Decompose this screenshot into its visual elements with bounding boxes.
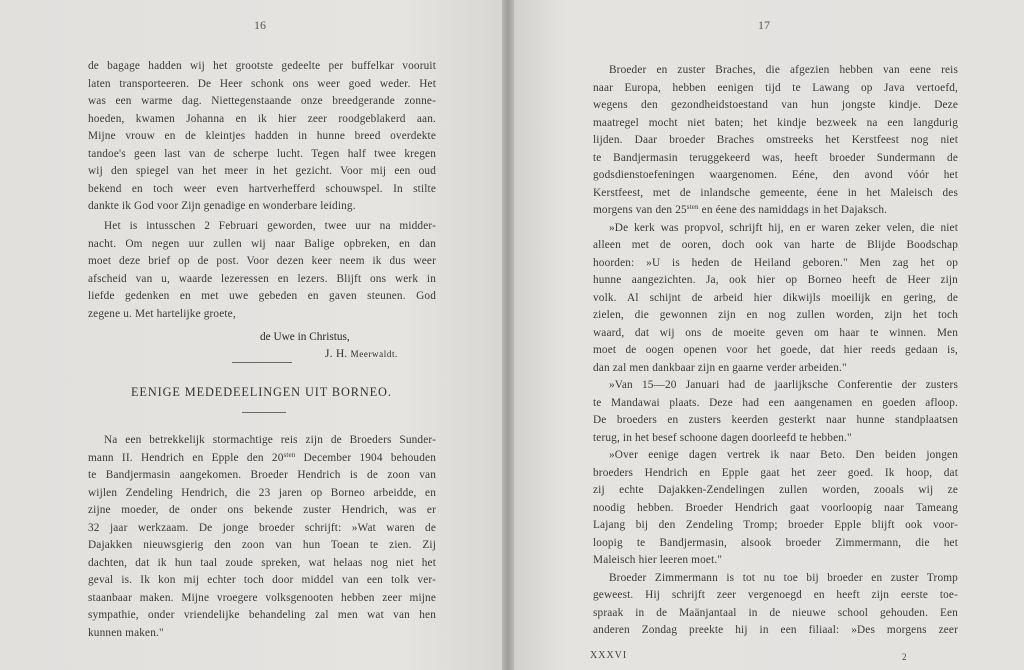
text-line: Na een betrekkelijk stormachtige reis zijn de Broeders Sunder- [104,434,436,446]
text-line: Mijne vrouw en de kleintjes hadden in hunne breed overdekte [88,130,436,142]
text-line: te Bandjermasin teruggekeerd was, heeft broeder Sundermann de [593,151,958,164]
text-line: Dajakken nieuwsgierig den zoon van hun Toean te zien. Zij [88,539,436,551]
text-line: Het is intusschen 2 Februari geworden, twee uur na midder- [104,220,436,232]
text-line: Broeder Zimmermann is tot nu toe bij broeder en zuster Tromp [609,571,958,584]
text-line: morgens van den $25^{sten}$ en éene des namiddags in het Dajaksch. [593,203,888,216]
text-line: 32 jaar werkzaam. De jonge broeder schrijft: »Wat waren de [88,521,436,534]
left-page [0,0,502,670]
text-line: bekend en toch weer even hartverhefferd schouwspel. In stilte [88,182,436,195]
text-line: lijden. Daar broeder Braches omstreeks het Kerstfeest nog niet [593,134,958,146]
text-line: Broeder en zuster Braches, die afgezien hebben van eene reis [609,64,958,76]
right-page [514,0,1024,670]
text-line: wijlen Zendeling Hendrich, die 23 jaren op Borneo arbeidde, en [88,486,436,499]
book-gutter [502,0,514,670]
signature-name: Meerwaldt. [350,349,398,359]
footer-signature: XXXVI [590,650,628,661]
text-line: zij echte Dajakken-Zendelingen zullen worden, zooals wij ze [593,484,958,496]
text-line: te Bandjermasin aangekomen. Broeder Hendrich is de zoon van [88,469,436,481]
text-line: hunne aangezichten. Ja, ook hier op Borneo heeft de Heer zijn [593,274,958,286]
text-line: dankte ik God voor Zijn genadige en wonderbare leiding. [88,200,356,212]
text-line: maatregel mocht niet baten; het kindje bezweek na een langdurig [593,116,958,129]
text-line: laten transporteeren. De Heer schonk ons weer goed weder. Het [88,77,436,90]
text-line: dachten, dat ik hun taal zoude spreken, wat helaas nog niet het [88,556,436,569]
page-number-right: 17 [758,18,770,32]
text-line: »Over eenige dagen vertrek ik naar Beto. Den beiden jongen [609,449,958,461]
text-line: noodig hebben. Broeder Hendrich gaat voorloopig naar Tameang [593,501,958,514]
paragraph-2 [88,218,436,323]
text-line: liefde gedenken en met uwe gebeden en gaven steunen. God [88,290,436,302]
text-line: tandoe's geen last van de scherpe lucht. Tegen half twee kregen [88,147,436,160]
text-line: terug, in het besef schoone dagen doorleefd te hebben." [593,431,852,444]
text-line: staanbaar maken. Mijne vroegere volksgenooten hebben zeer mijne [88,591,436,604]
text-line: zijne moeder, de onder ons bekende zuster Hendrich, was er [88,504,436,516]
text-line: hoorden: »U is heden de Heiland geboren." Men zag het op [593,256,958,269]
text-line: naar Europa, hebben eenigen tijd te Lawang op Java vertoefd, [593,81,958,94]
text-line: geweest. Hij schrijft zeer vergenoegd en heeft zijn eerste toe- [593,589,958,601]
footer-number: 2 [902,652,907,662]
text-line: »Van 15—20 Januari had de jaarlijksche Conferentie der zusters [609,379,958,391]
text-line: anderen Zondag preekte hij in een filiaal: »Des morgens zeer [593,624,958,636]
text-line: afscheid van u, waarde lezeressen en lezers. Blijft ons werk in [88,272,436,285]
closing-line: de Uwe in Christus, [260,331,350,343]
text-line: godsdienstoefeningen waargenomen. Eéne, den avond vóór het [593,169,958,181]
divider-2 [242,412,286,413]
text-line: zielen, die gewonnen zijn en nog zullen worden, zijn het toch [593,309,958,321]
text-line: te Mandawai plaats. Deze had een aangenamen en goeden afloop. [593,396,958,409]
text-line: de bagage hadden wij het grootste gedeelte per buffelkar vooruit [88,60,436,72]
signature [325,348,398,360]
text-line: spraak in de Maänjantaal in de nieuwe school gehouden. Een [593,606,958,619]
text-line: moet deze brief op de post. Voor dezen keer neem ik dus weer [88,255,436,267]
text-line: volk. Al schijnt de arbeid hier dikwijls moeilijk en gering, de [593,291,958,304]
text-line: dan zal men dankbaar zijn en gaarne verder arbeiden." [593,361,847,374]
text-line: »De kerk was propvol, schrijft hij, en er waren zeker velen, die niet [609,221,958,234]
text-line: was een warme dag. Niettegenstaande onze breedgerande zonne- [88,95,436,107]
text-line: De broeders en zusters keerden gesterkt naar hunne standplaatsen [593,414,958,426]
text-line: sympathie, onder vriendelijke behandeling zal men wat van hen [88,609,436,621]
text-line: broeders Hendrich en Epple gaat het zeer goed. Ik hoop, dat [593,466,958,479]
right-page-text [593,62,958,640]
text-line: moet de oogen openen voor het goede, dat hier reeds gedaan is, [593,344,958,356]
text-line: loopig te Bandjermasin, alsook broeder Zimmermann, die het [593,536,958,549]
signature-initials: J. H. [325,348,351,360]
text-line: wegens den gezondheidstoestand van hun jongste kindje. Deze [593,99,958,111]
text-line: waard, dat wij ons de moeite geven om haar te winnen. Men [593,326,958,339]
text-line: alleen met de ooren, doch ook van harte de Blijde Boodschap [593,239,958,251]
page-number-left: 16 [254,18,266,32]
paragraph-1 [88,58,436,216]
text-line: Maleisch hier leeren moet." [593,554,723,566]
section-heading: EENIGE MEDEDEELINGEN UIT BORNEO. [131,385,392,399]
text-line: kunnen maken." [88,626,164,639]
text-line: mann II. Hendrich en Epple den $20^{sten}$ December 1904 behouden [88,450,436,464]
text-line: wij den spiegel van het meer in het gezicht. Voor mij een oud [88,165,436,177]
divider-1 [232,362,292,363]
text-line: zegene u. Met hartelijke groete, [88,307,236,320]
text-line: geval is. Ik kon mij echter toch door middel van een tolk ver- [88,574,436,586]
text-line: Kerstfeest, met de inlandsche gemeente, éene in het Maleisch des [593,186,958,199]
text-line: nacht. Om negen uur zullen wij naar Balige opbreken, en dan [88,237,436,250]
paragraph-3 [88,432,436,642]
text-line: hoeden, kwamen Johanna en ik hier zeer roodgeblakerd aan. [88,112,436,125]
text-line: Lajang bij den Zendeling Tromp; broeder Epple blijft ook voor- [593,519,958,531]
